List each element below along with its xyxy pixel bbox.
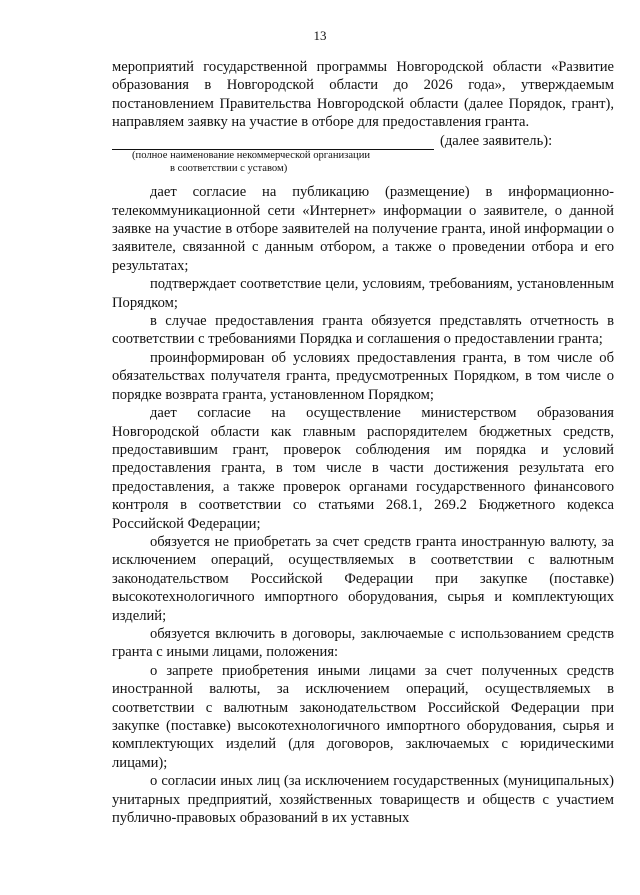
intro-paragraph: мероприятий государственной программы Новгородской области «Развитие образования в Новгородской области до 2026 года», утверждаемым постановлением Правительства Новгородской области (далее Порядок, грант), направляем заявку на участие в отборе для предоставления гранта. xyxy=(112,59,614,131)
paragraph-consent-audit: дает согласие на осуществление министерством образования Новгородской области как главным распорядителем бюджетных средств, предоставившим грант, проверок соблюдения им порядка и условий предоставления гранта, в том числе в части достижения результата его предоставления, а также проверок органами государственного финансового контроля в соответствии со статьями 268.1, 269.2 Бюджетного кодекса Российской Федерации; xyxy=(112,405,614,532)
document-body xyxy=(112,58,614,827)
paragraph-consent-publication: дает согласие на публикацию (размещение) в информационно-телекоммуникационной сети «Интернет» информации о заявителе, о данной заявке на участие в отборе заявителей на получение гранта, иной информации о заявителе, связанной с данным отбором, а также о проведении отбора и его результатах; xyxy=(112,184,614,274)
caption-line-2: в соответствии с уставом) xyxy=(170,162,288,174)
paragraph-contract-provisions: обязуется включить в договоры, заключаемые с использованием средств гранта с иными лицами, положения: xyxy=(112,625,614,661)
paragraph-confirms-compliance: подтверждает соответствие цели, условиям, требованиям, установленным Порядком; xyxy=(112,276,614,311)
paragraph-reporting: в случае предоставления гранта обязуется представлять отчетность в соответствии с требованиями Порядка и соглашения о предоставлении гранта; xyxy=(112,313,614,348)
applicant-name-blank xyxy=(112,135,434,150)
paragraph-informed: проинформирован об условиях предоставления гранта, в том числе об обязательствах получателя гранта, предусмотренных Порядком, в том числе о порядке возврата гранта, установленном Порядком; xyxy=(112,349,614,403)
paragraph-third-party-consent: о согласии иных лиц (за исключением государственных (муниципальных) унитарных предприятий, хозяйственных товариществ и обществ с участием публично-правовых образований в их уставных xyxy=(112,773,614,827)
page-number: 13 xyxy=(313,28,327,43)
paragraph-currency-obligation: обязуется не приобретать за счет средств гранта иностранную валюту, за исключением операций, осуществляемых в соответствии с валютным законодательством Российской Федерации при закупке (поставке) высокотехнологичного импортного оборудования, сырья и комплектующих изделий; xyxy=(112,533,614,624)
caption-line-1: (полное наименование некоммерческой организации xyxy=(132,150,371,162)
applicant-caption xyxy=(112,150,614,175)
paragraph-currency-ban: о запрете приобретения иными лицами за счет полученных средств иностранной валюты, за исключением операций, осуществляемых в соответствии с валютным законодательством Российской Федерации при закупке (поставке) высокотехнологичного импортного оборудования, сырья и комплектующих изделий (для договоров, заключаемых с юридическими лицами); xyxy=(112,662,614,771)
applicant-name-line xyxy=(112,132,614,150)
applicant-suffix: (далее заявитель): xyxy=(440,132,553,149)
